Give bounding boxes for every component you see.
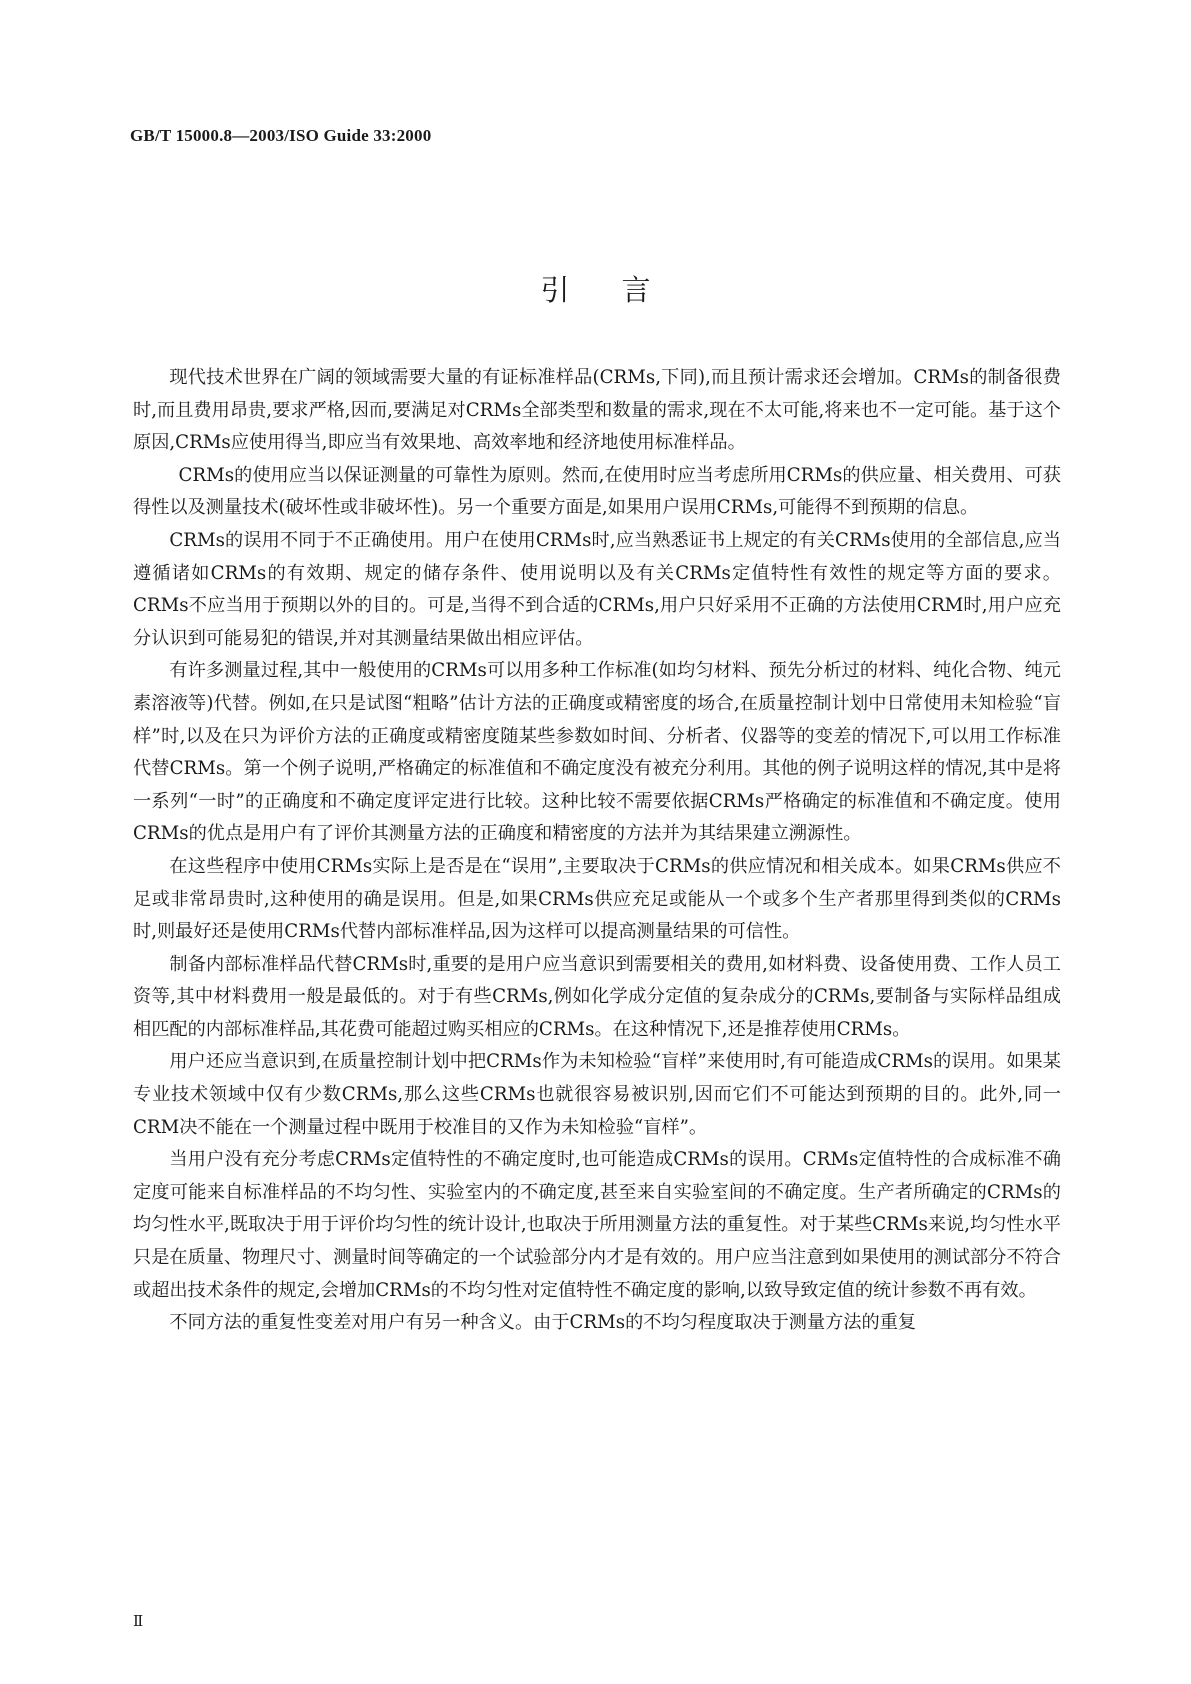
- paragraph-3: CRMs的误用不同于不正确使用。用户在使用CRMs时,应当熟悉证书上规定的有关CRMs使用的全部信息,应当遵循诸如CRMs的有效期、规定的储存条件、使用说明以及有关CRMs定值特性有效性的规定等方面的要求。CRMs不应当用于预期以外的目的。可是,当得不到合适的CRMs,用户只好采用不正确的方法使用CRM时,用户应充分认识到可能易犯的错误,并对其测量结果做出相应评估。: [133, 529, 1061, 649]
- paragraph-8: 当用户没有充分考虑CRMs定值特性的不确定度时,也可能造成CRMs的误用。CRMs定值特性的合成标准不确定度可能来自标准样品的不均匀性、实验室内的不确定度,甚至来自实验室间的不确定度。生产者所确定的CRMs的均匀性水平,既取决于用于评价均匀性的统计设计,也取决于所用测量方法的重复性。对于某些CRMs来说,均匀性水平只是在质量、物理尺寸、测量时间等确定的一个试验部分内才是有效的。用户应当注意到如果使用的测试部分不符合或超出技术条件的规定,会增加CRMs的不均匀性对定值特性不确定度的影响,以致导致定值的统计参数不再有效。: [133, 1149, 1061, 1301]
- paragraph-7: 用户还应当意识到,在质量控制计划中把CRMs作为未知检验“盲样”来使用时,有可能造成CRMs的误用。如果某专业技术领域中仅有少数CRMs,那么这些CRMs也就很容易被识别,因而它们不可能达到预期的目的。此外,同一CRM决不能在一个测量过程中既用于校准目的又作为未知检验“盲样”。: [133, 1051, 1061, 1138]
- page-title: 引言: [540, 273, 703, 307]
- page-number: Ⅱ: [133, 1614, 144, 1630]
- paragraph-1: 现代技术世界在广阔的领域需要大量的有证标准样品(CRMs,下同),而且预计需求还会增加。CRMs的制备很费时,而且费用昂贵,要求严格,因而,要满足对CRMs全部类型和数量的需求,现在不太可能,将来也不一定可能。基于这个原因,CRMs应使用得当,即应当有效果地、高效率地和经济地使用标准样品。: [133, 367, 1061, 454]
- paragraph-2: CRMs的使用应当以保证测量的可靠性为原则。然而,在使用时应当考虑所用CRMs的供应量、相关费用、可获得性以及测量技术(破坏性或非破坏性)。另一个重要方面是,如果用户误用CRMs,可能得不到预期的信息。: [133, 464, 1061, 519]
- paragraph-6: 制备内部标准样品代替CRMs时,重要的是用户应当意识到需要相关的费用,如材料费、设备使用费、工作人员工资等,其中材料费用一般是最低的。对于有些CRMs,例如化学成分定值的复杂成分的CRMs,要制备与实际样品组成相匹配的内部标准样品,其花费可能超过购买相应的CRMs。在这种情况下,还是推荐使用CRMs。: [133, 953, 1061, 1040]
- document-code: GB/T 15000.8—2003/ISO Guide 33:2000: [130, 126, 432, 145]
- paragraph-9: 不同方法的重复性变差对用户有另一种含义。由于CRMs的不均匀程度取决于测量方法的重复: [169, 1312, 917, 1334]
- paragraph-4: 有许多测量过程,其中一般使用的CRMs可以用多种工作标准(如均匀材料、预先分析过的材料、纯化合物、纯元素溶液等)代替。例如,在只是试图“粗略”估计方法的正确度或精密度的场合,在质量控制计划中日常使用未知检验“盲样”时,以及在只为评价方法的正确度或精密度随某些参数如时间、分析者、仪器等的变差的情况下,可以用工作标准代替CRMs。第一个例子说明,严格确定的标准值和不确定度没有被充分利用。其他的例子说明这样的情况,其中是将一系列“一时”的正确度和不确定度评定进行比较。这种比较不需要依据CRMs严格确定的标准值和不确定度。使用CRMs的优点是用户有了评价其测量方法的正确度和精密度的方法并为其结果建立溯源性。: [133, 660, 1061, 845]
- paragraph-5: 在这些程序中使用CRMs实际上是否是在“误用”,主要取决于CRMs的供应情况和相关成本。如果CRMs供应不足或非常昂贵时,这种使用的确是误用。但是,如果CRMs供应充足或能从一个或多个生产者那里得到类似的CRMs时,则最好还是使用CRMs代替内部标准样品,因为这样可以提高测量结果的可信性。: [133, 855, 1061, 943]
- body-text: [133, 362, 1061, 1340]
